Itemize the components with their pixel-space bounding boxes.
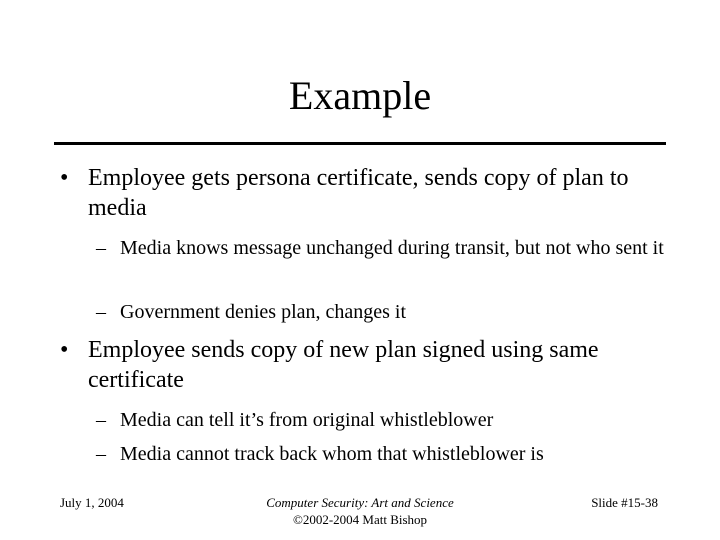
footer-course-info bbox=[210, 494, 510, 528]
footer-course: Computer Security: Art and Science bbox=[266, 495, 454, 510]
footer-slide-number: Slide #15-38 bbox=[591, 495, 658, 510]
footer-date: July 1, 2004 bbox=[60, 495, 124, 510]
bullet-item bbox=[60, 335, 660, 395]
sub-bullet-text: Media cannot track back whom that whistleblower is bbox=[120, 443, 544, 465]
sub-bullet-item bbox=[96, 408, 676, 432]
footer-copyright: ©2002-2004 Matt Bishop bbox=[292, 512, 428, 527]
bullet-item bbox=[60, 163, 660, 223]
title-rule bbox=[54, 142, 666, 145]
slide-title: Example bbox=[288, 73, 432, 118]
sub-bullet-text: Media knows message unchanged during transit, but not who sent it bbox=[120, 237, 664, 259]
sub-bullet-glyph: – bbox=[96, 237, 106, 259]
sub-bullet-item bbox=[96, 442, 676, 466]
sub-bullet-item bbox=[96, 236, 676, 260]
sub-bullet-text: Government denies plan, changes it bbox=[120, 301, 407, 323]
bullet-glyph: • bbox=[60, 165, 69, 191]
sub-bullet-text: Media can tell it’s from original whistleblower bbox=[120, 409, 494, 431]
sub-bullet-glyph: – bbox=[96, 301, 106, 323]
bullet-text: Employee sends copy of new plan signed using same certificate bbox=[88, 337, 599, 393]
sub-bullet-glyph: – bbox=[96, 443, 106, 465]
sub-bullet-item bbox=[96, 300, 676, 324]
bullet-glyph: • bbox=[60, 337, 69, 363]
bullet-text: Employee gets persona certificate, sends copy of plan to media bbox=[88, 165, 629, 221]
sub-bullet-glyph: – bbox=[96, 409, 106, 431]
